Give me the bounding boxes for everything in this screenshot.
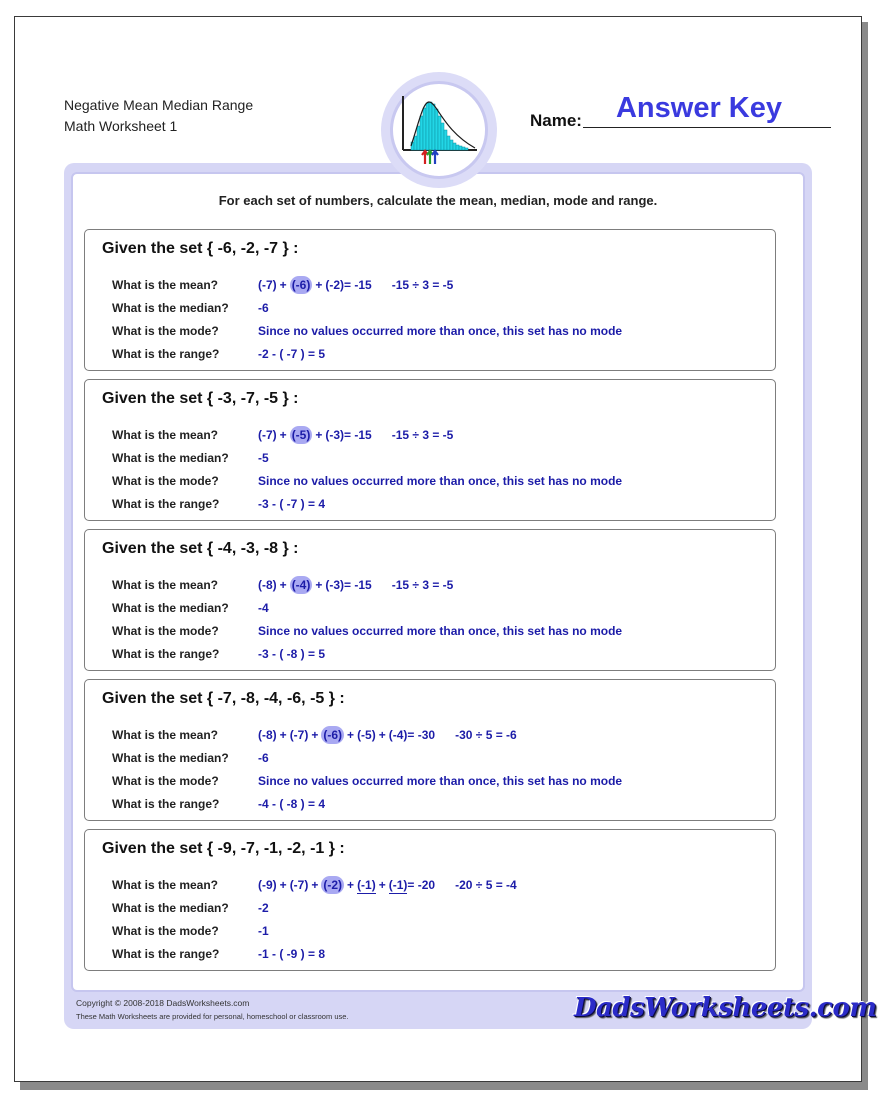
mode-answer: Since no values occurred more than once, this set has no mode <box>258 624 623 638</box>
mean-answer <box>258 876 517 894</box>
mean-term: (-8) <box>258 578 277 592</box>
problem-title: Given the set { -7, -8, -4, -6, -5 } : <box>102 690 345 707</box>
mean-sum: = -15 <box>344 428 372 442</box>
range-question: What is the range? <box>112 947 220 961</box>
mode-question: What is the mode? <box>112 924 219 938</box>
brand-logo: DadsWorksheets.com <box>574 993 877 1023</box>
usage-note: These Math Worksheets are provided for personal, homeschool or classroom use. <box>76 1012 349 1021</box>
range-answer: -2 - ( -7 ) = 5 <box>258 347 326 361</box>
plus-sign: + <box>279 728 287 742</box>
median-answer: -6 <box>258 301 269 315</box>
mean-term: (-2) <box>325 278 345 292</box>
mean-term: (-8) <box>258 728 277 742</box>
mode-question: What is the mode? <box>112 624 219 638</box>
mean-answer <box>258 426 453 444</box>
range-question: What is the range? <box>112 347 220 361</box>
mean-term: (-7) <box>258 278 277 292</box>
problem-box <box>84 829 776 971</box>
mean-question: What is the mean? <box>112 578 219 592</box>
plus-sign: + <box>311 728 319 742</box>
mean-sum: = -15 <box>344 278 372 292</box>
worksheet-title: Negative Mean Median Range <box>64 97 254 113</box>
median-term-highlight: (-5) <box>291 428 311 442</box>
mean-division: -15 ÷ 3 = -5 <box>391 278 454 292</box>
mode-term-underline: (-1) <box>388 878 408 892</box>
plus-sign: + <box>279 878 287 892</box>
median-answer: -5 <box>258 451 269 465</box>
median-question: What is the median? <box>112 301 229 315</box>
range-question: What is the range? <box>112 497 220 511</box>
answer-key-text: Answer Key <box>615 92 782 124</box>
median-term-highlight: (-6) <box>291 278 311 292</box>
median-question: What is the median? <box>112 751 229 765</box>
problem-title: Given the set { -6, -2, -7 } : <box>102 240 299 257</box>
median-term-highlight: (-6) <box>323 728 343 742</box>
mean-term: (-3) <box>325 428 345 442</box>
mean-question: What is the mean? <box>112 878 219 892</box>
mode-answer: Since no values occurred more than once, this set has no mode <box>258 474 623 488</box>
mean-answer <box>258 726 517 744</box>
median-question: What is the median? <box>112 601 229 615</box>
mode-answer: Since no values occurred more than once, this set has no mode <box>258 324 623 338</box>
mean-sum: = -15 <box>344 578 372 592</box>
median-question: What is the median? <box>112 901 229 915</box>
name-line <box>583 127 831 128</box>
mode-question: What is the mode? <box>112 774 219 788</box>
plus-sign: + <box>347 728 355 742</box>
plus-sign: + <box>378 728 386 742</box>
copyright: Copyright © 2008-2018 DadsWorksheets.com <box>76 998 250 1008</box>
mean-answer <box>258 276 453 294</box>
mode-term-underline: (-1) <box>357 878 376 892</box>
mean-term: (-3) <box>325 578 345 592</box>
range-answer: -3 - ( -7 ) = 4 <box>258 497 326 511</box>
mean-sum: = -30 <box>407 728 436 742</box>
range-answer: -4 - ( -8 ) = 4 <box>258 797 326 811</box>
median-term-highlight: (-2) <box>323 878 343 892</box>
mode-question: What is the mode? <box>112 474 219 488</box>
mean-term: (-5) <box>357 728 376 742</box>
range-question: What is the range? <box>112 797 220 811</box>
mean-term: (-7) <box>289 878 309 892</box>
mean-term: (-9) <box>258 878 277 892</box>
range-question: What is the range? <box>112 647 220 661</box>
mean-division: -15 ÷ 3 = -5 <box>391 578 454 592</box>
plus-sign: + <box>315 278 323 292</box>
mean-term: (-7) <box>258 428 277 442</box>
problem-box <box>84 229 776 371</box>
median-term-highlight: (-4) <box>291 578 311 592</box>
mode-answer: Since no values occurred more than once, this set has no mode <box>258 774 623 788</box>
plus-sign: + <box>315 578 323 592</box>
median-answer: -2 <box>258 901 269 915</box>
range-answer: -3 - ( -8 ) = 5 <box>258 647 326 661</box>
mean-question: What is the mean? <box>112 428 219 442</box>
mean-division: -15 ÷ 3 = -5 <box>391 428 454 442</box>
range-answer: -1 - ( -9 ) = 8 <box>258 947 326 961</box>
mean-question: What is the mean? <box>112 728 219 742</box>
median-answer: -4 <box>258 601 269 615</box>
plus-sign: + <box>311 878 319 892</box>
mean-sum: = -20 <box>407 878 436 892</box>
mode-question: What is the mode? <box>112 324 219 338</box>
mean-term: (-4) <box>388 728 408 742</box>
plus-sign: + <box>279 578 287 592</box>
plus-sign: + <box>315 428 323 442</box>
mean-division: -30 ÷ 5 = -6 <box>455 728 517 742</box>
problem-title: Given the set { -4, -3, -8 } : <box>102 540 299 557</box>
instructions: For each set of numbers, calculate the mean, median, mode and range. <box>218 193 658 208</box>
plus-sign: + <box>279 278 287 292</box>
median-question: What is the median? <box>112 451 229 465</box>
mean-question: What is the mean? <box>112 278 219 292</box>
mode-answer: -1 <box>258 924 269 938</box>
worksheet-subtitle: Math Worksheet 1 <box>64 118 178 134</box>
median-answer: -6 <box>258 751 269 765</box>
name-label: Name: <box>530 111 582 130</box>
problem-box <box>84 529 776 671</box>
problem-title: Given the set { -9, -7, -1, -2, -1 } : <box>102 840 345 857</box>
mean-term: (-7) <box>289 728 309 742</box>
problem-box <box>84 379 776 521</box>
mean-answer <box>258 576 453 594</box>
problem-box <box>84 679 776 821</box>
plus-sign: + <box>279 428 287 442</box>
problem-title: Given the set { -3, -7, -5 } : <box>102 390 299 407</box>
bell-curve-histogram-icon <box>397 92 481 168</box>
plus-sign: + <box>378 878 386 892</box>
mean-division: -20 ÷ 5 = -4 <box>455 878 517 892</box>
plus-sign: + <box>347 878 355 892</box>
